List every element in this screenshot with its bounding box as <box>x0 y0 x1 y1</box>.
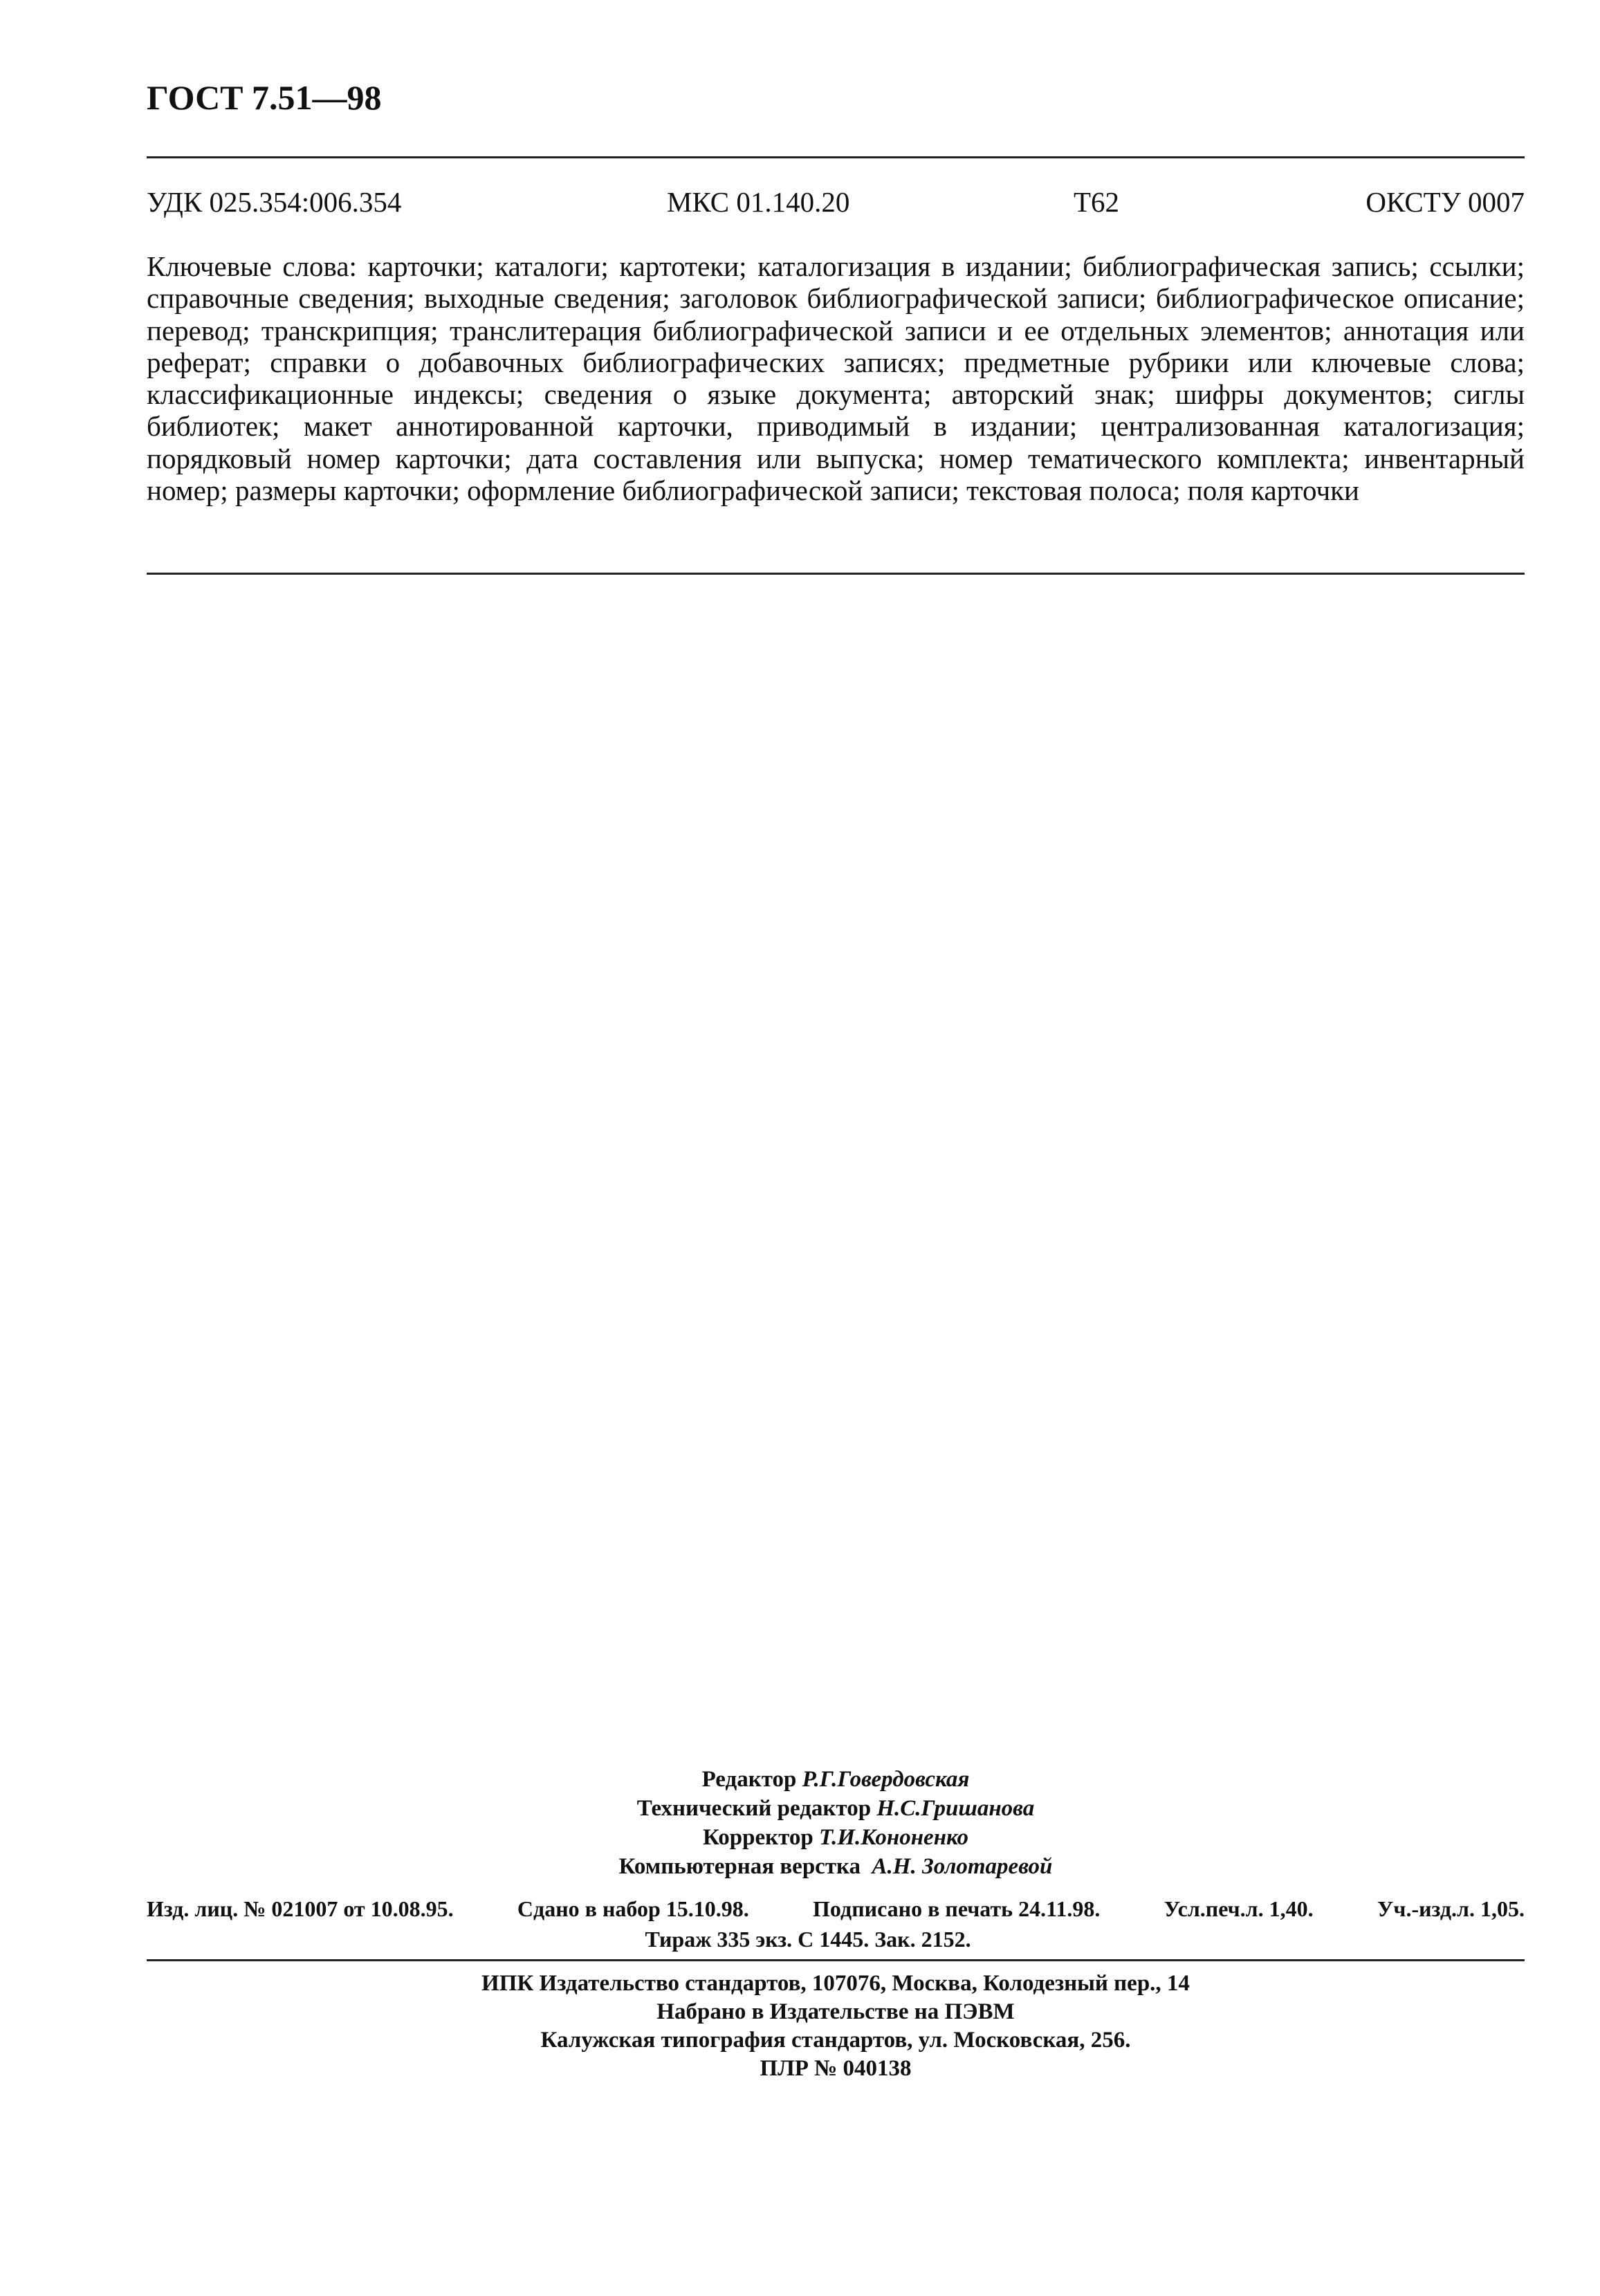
udk-code: УДК 025.354:006.354 <box>147 186 402 218</box>
mks-code: МКС 01.140.20 <box>667 186 850 218</box>
imprint-block <box>147 1894 1525 1954</box>
imprint-circulation: Тираж 335 экз. С 1445. Зак. 2152. <box>645 1927 971 1952</box>
credits-block <box>147 1765 1525 1881</box>
keywords-paragraph: Ключевые слова: карточки; каталоги; картотеки; каталогизация в издании; библиографическая запись; ссылки; справочные сведения; выходные сведения; заголовок библиографической записи; библиографическое описание; перевод; транскрипция; транслитерация библиографической записи и ее отдельных элементов; аннотация или реферат; справки о добавочных библиографических записях; предметные рубрики или ключевые слова; классификационные индексы; сведения о языке документа; авторский знак; шифры документов; сиглы библиотек; макет аннотированной карточки, приводимый в издании; централизованная каталогизация; порядковый номер карточки; дата составления или выпуска; номер тематического комплекта; инвентарный номер; размеры карточки; оформление библиографической записи; текстовая полоса; поля карточки <box>147 250 1525 507</box>
divider-imprint <box>147 1959 1525 1961</box>
imprint-publisher-sheets: Уч.-изд.л. 1,05. <box>1377 1896 1525 1921</box>
imprint-row <box>147 1894 1525 1924</box>
group-code: Т62 <box>1074 186 1120 218</box>
imprint-print-sheets: Усл.печ.л. 1,40. <box>1164 1896 1314 1921</box>
page-header-standard: ГОСТ 7.51—98 <box>147 78 382 117</box>
credit-editor <box>147 1765 1525 1794</box>
layout-label: Компьютерная верстка <box>618 1854 861 1879</box>
publisher-line-3: Калужская типография стандартов, ул. Московская, 256. <box>540 2028 1131 2053</box>
publisher-line-1: ИПК Издательство стандартов, 107076, Москва, Колодезный пер., 14 <box>481 1971 1190 1996</box>
publisher-line-4: ПЛР № 040138 <box>760 2056 912 2081</box>
classification-row <box>147 185 1525 227</box>
editor-label: Редактор <box>701 1767 797 1792</box>
credit-proofreader <box>147 1823 1525 1852</box>
imprint-license: Изд. лиц. № 021007 от 10.08.95. <box>147 1896 454 1921</box>
credit-tech-editor <box>147 1794 1525 1823</box>
credit-layout <box>147 1852 1525 1881</box>
tech-editor-label: Технический редактор <box>636 1796 872 1821</box>
proofreader-name: Т.И.Кононенко <box>819 1825 968 1850</box>
layout-name: А.Н. Золотаревой <box>872 1854 1053 1879</box>
proofreader-label: Корректор <box>703 1825 813 1850</box>
tech-editor-name: Н.С.Гришанова <box>876 1796 1035 1821</box>
okstu-code: ОКСТУ 0007 <box>1365 186 1525 218</box>
divider-top <box>147 156 1525 158</box>
publisher-block <box>147 1970 1525 2083</box>
imprint-sent-to-typeset: Сдано в набор 15.10.98. <box>517 1896 749 1921</box>
divider-keywords <box>147 573 1525 575</box>
editor-name: Р.Г.Говердовская <box>802 1767 970 1792</box>
imprint-signed-to-print: Подписано в печать 24.11.98. <box>813 1896 1101 1921</box>
publisher-line-2: Набрано в Издательстве на ПЭВМ <box>656 1999 1015 2024</box>
